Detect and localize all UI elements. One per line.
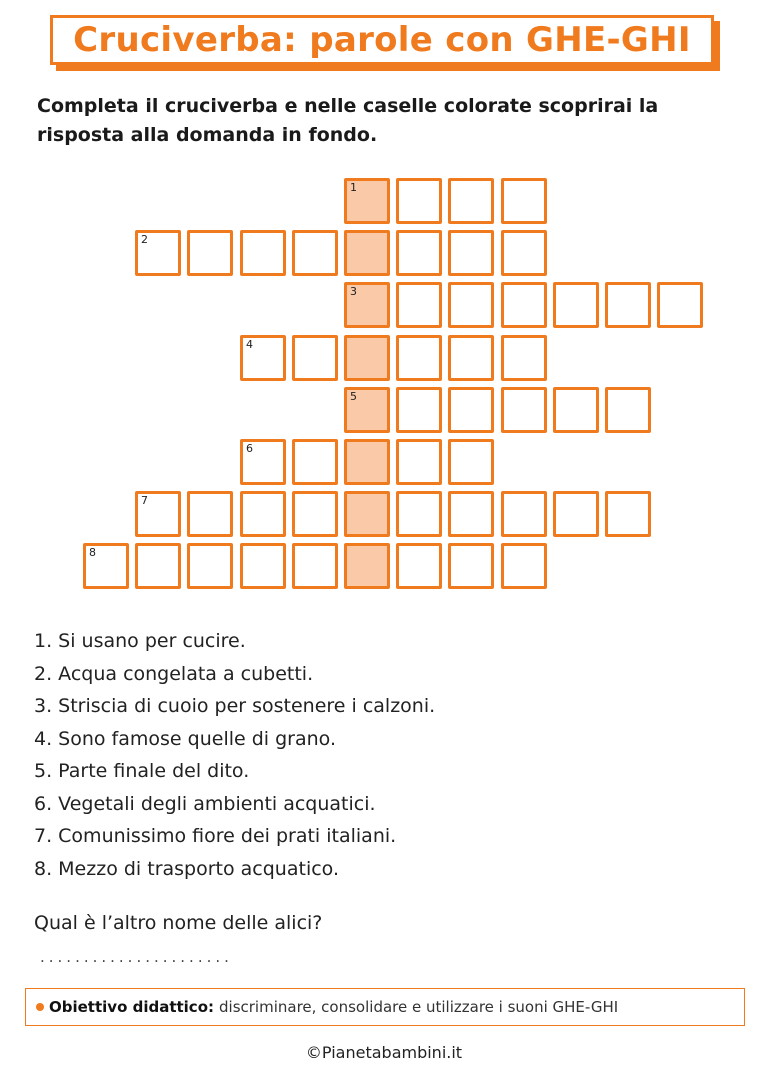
crossword-cell[interactable] — [396, 439, 442, 485]
crossword-cell-highlight[interactable] — [344, 282, 390, 328]
clue-number: 7 — [141, 494, 148, 507]
crossword-cell[interactable] — [292, 230, 338, 276]
footer-copyright: ©Pianetabambini.it — [305, 1043, 463, 1062]
crossword-cell[interactable] — [396, 387, 442, 433]
crossword-cell[interactable] — [396, 491, 442, 537]
crossword-cell[interactable] — [501, 282, 547, 328]
clue-number: 8 — [89, 546, 96, 559]
clue-number: 3 — [350, 285, 357, 298]
crossword-cell[interactable] — [240, 230, 286, 276]
crossword-cell[interactable] — [605, 491, 651, 537]
clue-number: 6 — [246, 442, 253, 455]
crossword-cell[interactable] — [135, 230, 181, 276]
crossword-cell[interactable] — [605, 387, 651, 433]
objective-label: Obiettivo didattico: — [49, 998, 215, 1016]
clue-number: 1 — [350, 181, 357, 194]
crossword-cell[interactable] — [501, 543, 547, 589]
crossword-cell[interactable] — [396, 282, 442, 328]
bullet-icon — [36, 1003, 44, 1011]
crossword-cell[interactable] — [553, 387, 599, 433]
clue-8: 8. Mezzo di trasporto acquatico. — [34, 857, 339, 880]
clue-list — [34, 625, 734, 885]
crossword-cell[interactable] — [135, 543, 181, 589]
crossword-cell[interactable] — [396, 543, 442, 589]
crossword-cell[interactable] — [501, 491, 547, 537]
crossword-cell[interactable] — [240, 335, 286, 381]
objective-box — [25, 988, 745, 1026]
clue-7: 7. Comunissimo fiore dei prati italiani. — [34, 825, 397, 847]
crossword-cell-highlight[interactable] — [344, 178, 390, 224]
crossword-cell[interactable] — [448, 439, 494, 485]
crossword-cell[interactable] — [448, 230, 494, 276]
crossword-cell[interactable] — [292, 491, 338, 537]
clue-5: 5. Parte finale del dito. — [34, 760, 250, 782]
clue-3: 3. Striscia di cuoio per sostenere i calzoni. — [34, 695, 436, 717]
crossword-cell[interactable] — [448, 178, 494, 224]
crossword-cell[interactable] — [240, 491, 286, 537]
page-title: Cruciverba: parole con GHE-GHI — [73, 20, 691, 60]
crossword-cell[interactable] — [187, 491, 233, 537]
clue-4: 4. Sono famose quelle di grano. — [34, 727, 336, 750]
instructions: Completa il cruciverba e nelle caselle colorate scoprirai la risposta alla domanda in fondo. — [37, 95, 659, 146]
crossword-cell[interactable] — [448, 491, 494, 537]
crossword-cell-highlight[interactable] — [344, 439, 390, 485]
crossword-cell[interactable] — [187, 230, 233, 276]
crossword-cell[interactable] — [187, 543, 233, 589]
crossword-cell[interactable] — [448, 282, 494, 328]
crossword-cell[interactable] — [396, 178, 442, 224]
crossword-cell-highlight[interactable] — [344, 491, 390, 537]
answer-line[interactable]: ...................... — [40, 948, 233, 966]
crossword-cell[interactable] — [448, 335, 494, 381]
clue-6: 6. Vegetali degli ambienti acquatici. — [34, 792, 376, 815]
crossword-cell[interactable] — [135, 491, 181, 537]
final-question: Qual è l’altro nome delle alici? — [34, 912, 323, 934]
crossword-cell[interactable] — [292, 439, 338, 485]
crossword-cell[interactable] — [501, 335, 547, 381]
crossword-cell[interactable] — [501, 387, 547, 433]
crossword-cell[interactable] — [448, 387, 494, 433]
crossword-cell[interactable] — [396, 230, 442, 276]
crossword-cell[interactable] — [240, 543, 286, 589]
crossword-cell-highlight[interactable] — [344, 230, 390, 276]
crossword-cell[interactable] — [292, 543, 338, 589]
crossword-cell[interactable] — [657, 282, 703, 328]
crossword-cell-highlight[interactable] — [344, 543, 390, 589]
objective-text: discriminare, consolidare e utilizzare i suoni GHE-GHI — [219, 998, 619, 1016]
clue-2: 2. Acqua congelata a cubetti. — [34, 662, 314, 685]
crossword-cell[interactable] — [396, 335, 442, 381]
clue-number: 5 — [350, 390, 357, 403]
crossword-cell[interactable] — [448, 543, 494, 589]
crossword-cell[interactable] — [553, 282, 599, 328]
crossword-cell[interactable] — [501, 178, 547, 224]
clue-number: 2 — [141, 233, 148, 246]
crossword-cell[interactable] — [553, 491, 599, 537]
crossword-cell[interactable] — [605, 282, 651, 328]
crossword-cell-highlight[interactable] — [344, 387, 390, 433]
crossword-cell[interactable] — [240, 439, 286, 485]
crossword-cell[interactable] — [83, 543, 129, 589]
clue-1: 1. Si usano per cucire. — [34, 630, 246, 652]
crossword-cell-highlight[interactable] — [344, 335, 390, 381]
clue-number: 4 — [246, 338, 253, 351]
crossword-cell[interactable] — [292, 335, 338, 381]
crossword-cell[interactable] — [501, 230, 547, 276]
